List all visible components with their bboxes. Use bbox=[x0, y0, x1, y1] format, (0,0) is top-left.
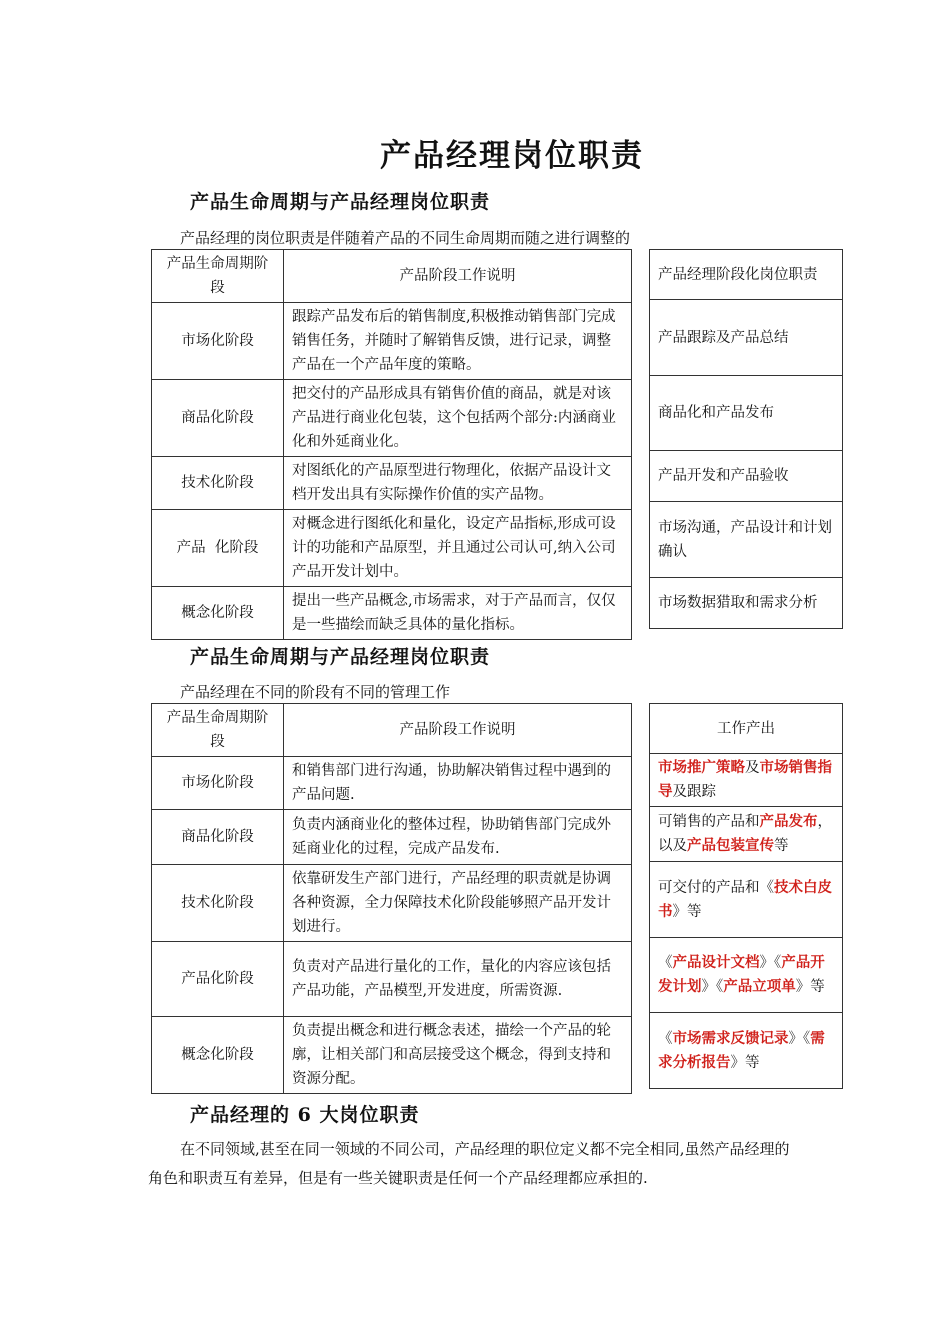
duty-cell: 商品化和产品发布 bbox=[650, 376, 843, 451]
duty-cell: 市场数据猎取和需求分析 bbox=[650, 578, 843, 629]
desc-cell: 把交付的产品形成具有销售价值的商品，就是对该产品进行商业化包装，这个包括两个部分:内涵商业化和外延商业化。 bbox=[284, 380, 632, 457]
header-desc: 产品阶段工作说明 bbox=[284, 250, 632, 303]
desc-cell: 跟踪产品发布后的销售制度,积极推动销售部门完成销售任务，并随时了解销售反馈，进行记录，调整产品在一个产品年度的策略。 bbox=[284, 303, 632, 380]
section2-intro: 产品经理在不同的阶段有不同的管理工作 bbox=[180, 683, 451, 701]
desc-cell: 对概念进行图纸化和量化，设定产品指标,形成可设计的功能和产品原型，并且通过公司认可,纳入公司产品开发计划中。 bbox=[284, 510, 632, 587]
section2-heading: 产品生命周期与产品经理岗位职责 bbox=[190, 646, 491, 668]
highlighted-output-text: 市场销售指导 bbox=[658, 759, 832, 800]
desc-cell: 负责内涵商业化的整体过程，协助销售部门完成外延商业化的过程，完成产品发布. bbox=[284, 810, 632, 865]
highlighted-output-text: 产品包装宣传 bbox=[687, 837, 774, 854]
highlighted-output-text: 产品立项单 bbox=[723, 978, 796, 995]
desc-cell: 和销售部门进行沟通，协助解决销售过程中遇到的产品问题. bbox=[284, 757, 632, 810]
output-text: ，以及 bbox=[658, 814, 832, 854]
stage-cell: 技术化阶段 bbox=[152, 865, 284, 942]
stage-cell: 概念化阶段 bbox=[152, 1017, 284, 1094]
output-cell bbox=[650, 807, 843, 862]
highlighted-output-text: 产品设计文档 bbox=[672, 954, 760, 971]
header-desc: 产品阶段工作说明 bbox=[284, 704, 632, 757]
section2-output-table bbox=[649, 703, 843, 1089]
duty-cell: 市场沟通，产品设计和计划确认 bbox=[650, 502, 843, 578]
output-text: 可销售的产品和 bbox=[658, 814, 760, 830]
highlighted-output-text: 市场推广策略 bbox=[658, 759, 745, 776]
output-text: 》《 bbox=[788, 1030, 811, 1047]
output-text: 等 bbox=[774, 838, 789, 854]
output-text: 》《 bbox=[701, 979, 724, 995]
section3-heading: 产品经理的 6 大岗位职责 bbox=[190, 1104, 420, 1126]
output-text: 及 bbox=[745, 760, 760, 776]
highlighted-output-text: 需求分析报告 bbox=[658, 1029, 825, 1071]
output-text: 《 bbox=[658, 955, 673, 971]
highlighted-output-text: 技术白皮书 bbox=[658, 878, 832, 920]
stage-cell: 概念化阶段 bbox=[152, 587, 284, 640]
page-title: 产品经理岗位职责 bbox=[380, 138, 644, 174]
output-text: 》等 bbox=[730, 1054, 760, 1071]
output-cell bbox=[650, 938, 843, 1013]
stage-cell: 商品化阶段 bbox=[152, 810, 284, 865]
stage-cell: 技术化阶段 bbox=[152, 457, 284, 510]
stage-cell: 市场化阶段 bbox=[152, 303, 284, 380]
desc-cell: 对图纸化的产品原型进行物理化，依据产品设计文档开发出具有实际操作价值的实产品物。 bbox=[284, 457, 632, 510]
output-text: 可交付的产品和《 bbox=[658, 879, 774, 896]
highlighted-output-text: 产品开发计划 bbox=[658, 954, 825, 995]
section2-table bbox=[151, 703, 632, 1094]
highlighted-output-text: 市场需求反馈记录 bbox=[672, 1029, 789, 1047]
output-cell bbox=[650, 754, 843, 807]
section1-duty-table bbox=[649, 249, 843, 629]
output-text: 及跟踪 bbox=[672, 784, 716, 800]
desc-cell: 依靠研发生产部门进行，产品经理的职责就是协调各种资源，全力保障技术化阶段能够照产品开发计划进行。 bbox=[284, 865, 632, 942]
output-text: 《 bbox=[658, 1030, 673, 1047]
header-stage: 产品生命周期阶段 bbox=[152, 704, 284, 757]
output-text: 》《 bbox=[759, 955, 782, 971]
section1-heading: 产品生命周期与产品经理岗位职责 bbox=[190, 191, 491, 213]
output-cell bbox=[650, 862, 843, 938]
desc-cell: 负责提出概念和进行概念表述，描绘一个产品的轮廓，让相关部门和高层接受这个概念，得到支持和资源分配。 bbox=[284, 1017, 632, 1094]
stage-cell: 市场化阶段 bbox=[152, 757, 284, 810]
section1-intro: 产品经理的岗位职责是伴随着产品的不同生命周期而随之进行调整的 bbox=[180, 229, 631, 247]
stage-cell: 产品化阶段 bbox=[152, 942, 284, 1017]
desc-cell: 负责对产品进行量化的工作，量化的内容应该包括产品功能，产品模型,开发进度，所需资源. bbox=[284, 942, 632, 1017]
duty-cell: 产品开发和产品验收 bbox=[650, 451, 843, 502]
output-text: 》等 bbox=[672, 903, 702, 920]
duty-cell: 产品跟踪及产品总结 bbox=[650, 300, 843, 376]
header-output: 工作产出 bbox=[650, 704, 843, 754]
highlighted-output-text: 产品发布 bbox=[759, 813, 818, 830]
section1-table bbox=[151, 249, 632, 640]
header-duty: 产品经理阶段化岗位职责 bbox=[650, 250, 843, 300]
output-cell bbox=[650, 1013, 843, 1089]
stage-cell: 商品化阶段 bbox=[152, 380, 284, 457]
output-text: 》等 bbox=[795, 979, 825, 995]
section3-paragraph: 在不同领域,甚至在同一领域的不同公司，产品经理的职位定义都不完全相同,虽然产品经理的角色和职责互有差异，但是有一些关键职责是任何一个产品经理都应承担的. bbox=[148, 1140, 790, 1187]
stage-cell: 产品 化阶段 bbox=[152, 510, 284, 587]
desc-cell: 提出一些产品概念,市场需求，对于产品而言，仅仅是一些描绘而缺乏具体的量化指标。 bbox=[284, 587, 632, 640]
header-stage: 产品生命周期阶段 bbox=[152, 250, 284, 303]
